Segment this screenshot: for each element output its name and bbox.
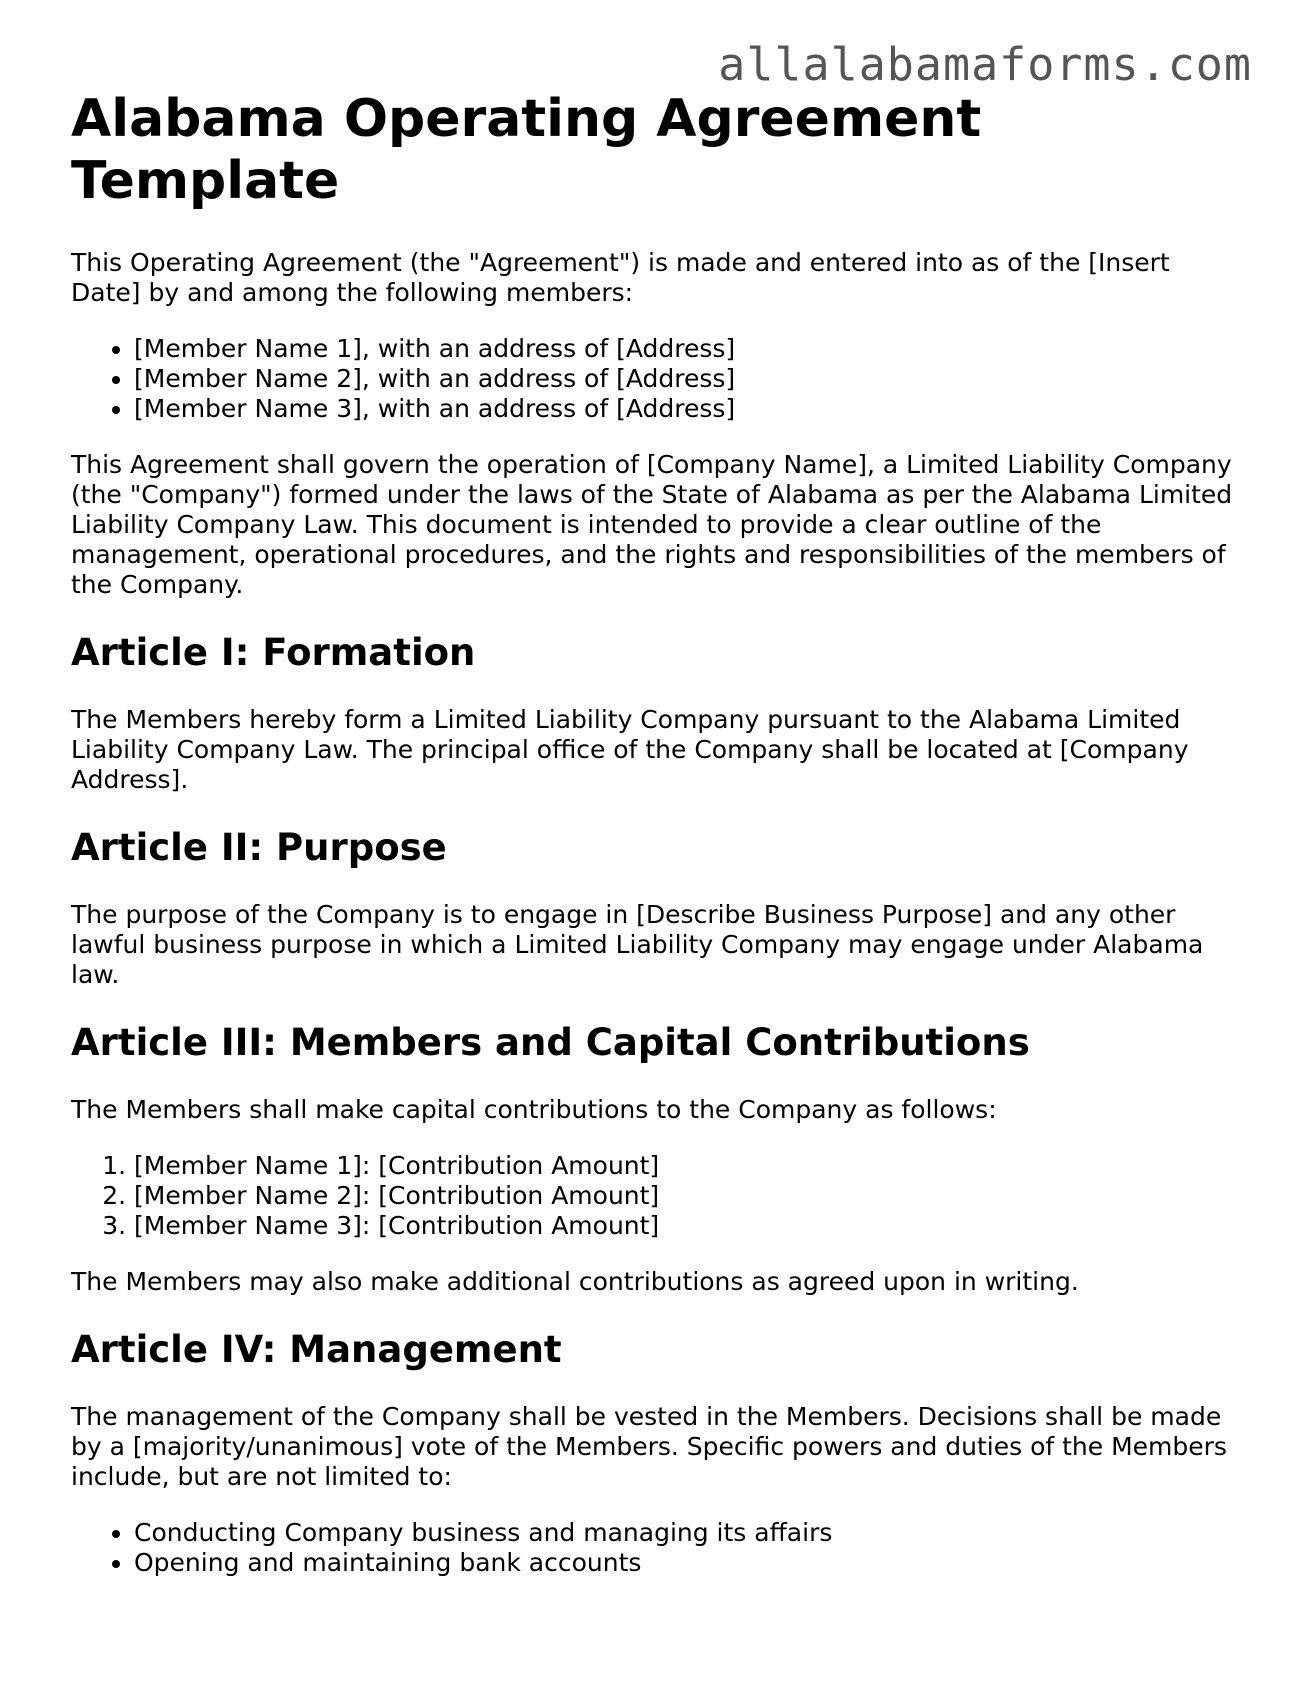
intro-paragraph: This Operating Agreement (the "Agreement") is made and entered into as of the [Insert Date] by and among the following members:: [71, 248, 1170, 307]
article-4-text: The management of the Company shall be vested in the Members. Decisions shall be made by a [majority/unanimous] vote of the Members. Specific powers and duties of the Members include, but are not limited to:: [71, 1402, 1227, 1491]
list-item: • [Member Name 1], with an address of [Address]: [134, 334, 1241, 364]
list-item: • [Member Name 2], with an address of [Address]: [134, 364, 1241, 394]
list-item: • [Member Name 3], with an address of [Address]: [134, 394, 1241, 424]
list-item: 3. [Member Name 3]: [Contribution Amount]: [134, 1211, 1241, 1241]
list-item: 1. [Member Name 1]: [Contribution Amount]: [134, 1151, 1241, 1181]
article-4-heading: Article IV: Management: [71, 1328, 562, 1371]
governance-paragraph: This Agreement shall govern the operation of [Company Name], a Limited Liability Company (the "Company") formed under the laws of the State of Alabama as per the Alabama Limited Liability Company Law. This document is intended to provide a clear outline of the management, operational procedures, and the rights and responsibilities of the members of the Company.: [71, 450, 1233, 599]
powers-list: [71, 1518, 1241, 1578]
article-2-text: The purpose of the Company is to engage in [Describe Business Purpose] and any other lawful business purpose in which a Limited Liability Company may engage under Alabama law.: [71, 900, 1204, 989]
list-item: • Conducting Company business and managing its affairs: [134, 1518, 1241, 1548]
article-2-heading: Article II: Purpose: [71, 826, 447, 869]
article-1-text: The Members hereby form a Limited Liability Company pursuant to the Alabama Limited Liability Company Law. The principal office of the Company shall be located at [Company Address].: [71, 705, 1189, 794]
list-item: 2. [Member Name 2]: [Contribution Amount]: [134, 1181, 1241, 1211]
article-3-heading: Article III: Members and Capital Contributions: [71, 1021, 1030, 1064]
document-title: Alabama Operating Agreement Template: [71, 89, 982, 211]
list-item: • Opening and maintaining bank accounts: [134, 1548, 1241, 1578]
article-3-additional: The Members may also make additional contributions as agreed upon in writing.: [71, 1267, 1079, 1296]
document-body: [71, 88, 1241, 1604]
contributions-list: [71, 1151, 1241, 1241]
article-1-heading: Article I: Formation: [71, 631, 476, 674]
article-3-text: The Members shall make capital contributions to the Company as follows:: [71, 1095, 997, 1124]
site-watermark: allalabamaforms.com: [718, 38, 1252, 91]
members-list: [71, 334, 1241, 424]
